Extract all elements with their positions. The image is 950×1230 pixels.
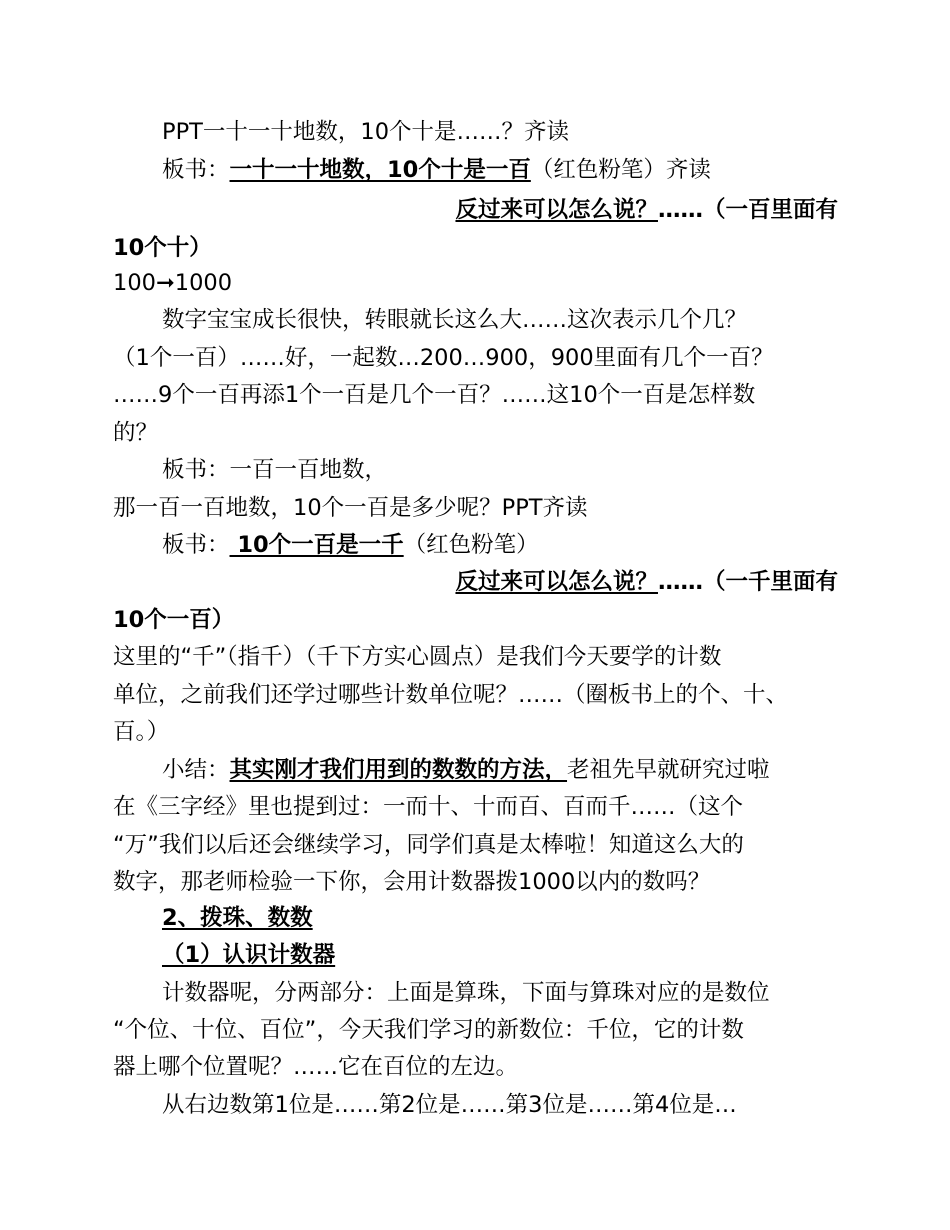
question: 反过来可以怎么说？ [455, 197, 658, 223]
text-line: “个位、十位、百位”，今天我们学习的新数位：千位，它的计数 [113, 1017, 744, 1043]
text-line: 那一百一百地数，10个一百是多少呢？PPT齐读 [113, 495, 588, 521]
text-line: 这里的“千”（指千）（千下方实心圆点）是我们今天要学的计数 [113, 644, 722, 670]
section-heading: 2、拨珠、数数 [162, 905, 313, 931]
text-line [455, 567, 838, 597]
label: 板书： [162, 532, 230, 558]
text-line: 100➞1000 [113, 270, 233, 296]
label: 小结： [162, 757, 230, 783]
emphasis: 其实刚才我们用到的数数的方法， [229, 757, 568, 783]
note: （红色粉笔） [403, 532, 539, 558]
text-line: ……9个一百再添1个一百是几个一百？……这10个一百是怎样数 [113, 382, 756, 408]
answer: ……（一百里面有 [657, 197, 838, 223]
text-line [162, 530, 539, 560]
text-line [455, 195, 838, 225]
note: （红色粉笔）齐读 [530, 157, 711, 183]
text-line: 板书：一百一百地数， [162, 457, 388, 483]
text-line: 10个十） [113, 235, 212, 261]
text-line: “万”我们以后还会继续学习，同学们真是太棒啦！知道这么大的 [113, 832, 744, 858]
text-line: 计数器呢，分两部分：上面是算珠，下面与算珠对应的是数位 [162, 980, 770, 1006]
text-line: 单位，之前我们还学过哪些计数单位呢？……（圈板书上的个、十、 [113, 682, 789, 708]
text-line: PPT一十一十地数，10个十是……？齐读 [162, 119, 570, 145]
text-line: （1个一百）……好，一起数…200…900，900里面有几个一百？ [113, 345, 774, 371]
text: 老祖先早就研究过啦 [567, 757, 770, 783]
text-line [162, 755, 770, 785]
text-line: 数字宝宝成长很快，转眼就长这么大……这次表示几个几？ [162, 307, 748, 333]
subsection-heading: （1）认识计数器 [162, 942, 336, 968]
text-line: 数字，那老师检验一下你，会用计数器拨1000以内的数吗？ [113, 869, 711, 895]
text-line: 百。） [113, 719, 170, 745]
emphasis: 一十一十地数，10个十是一百 [229, 157, 531, 183]
question: 反过来可以怎么说？ [455, 569, 658, 595]
text-line: 器上哪个位置呢？……它在百位的左边。 [113, 1054, 519, 1080]
text-line: 在《三字经》里也提到过：一而十、十而百、百而千……（这个 [113, 794, 744, 820]
text-line [162, 155, 711, 185]
text-line: 的？ [113, 420, 159, 446]
text-line: 从右边数第1位是……第2位是……第3位是……第4位是… [162, 1092, 737, 1118]
label: 板书： [162, 157, 230, 183]
text-line: 10个一百） [113, 607, 235, 633]
answer: ……（一千里面有 [657, 569, 838, 595]
emphasis: 10个一百是一千 [229, 532, 404, 558]
